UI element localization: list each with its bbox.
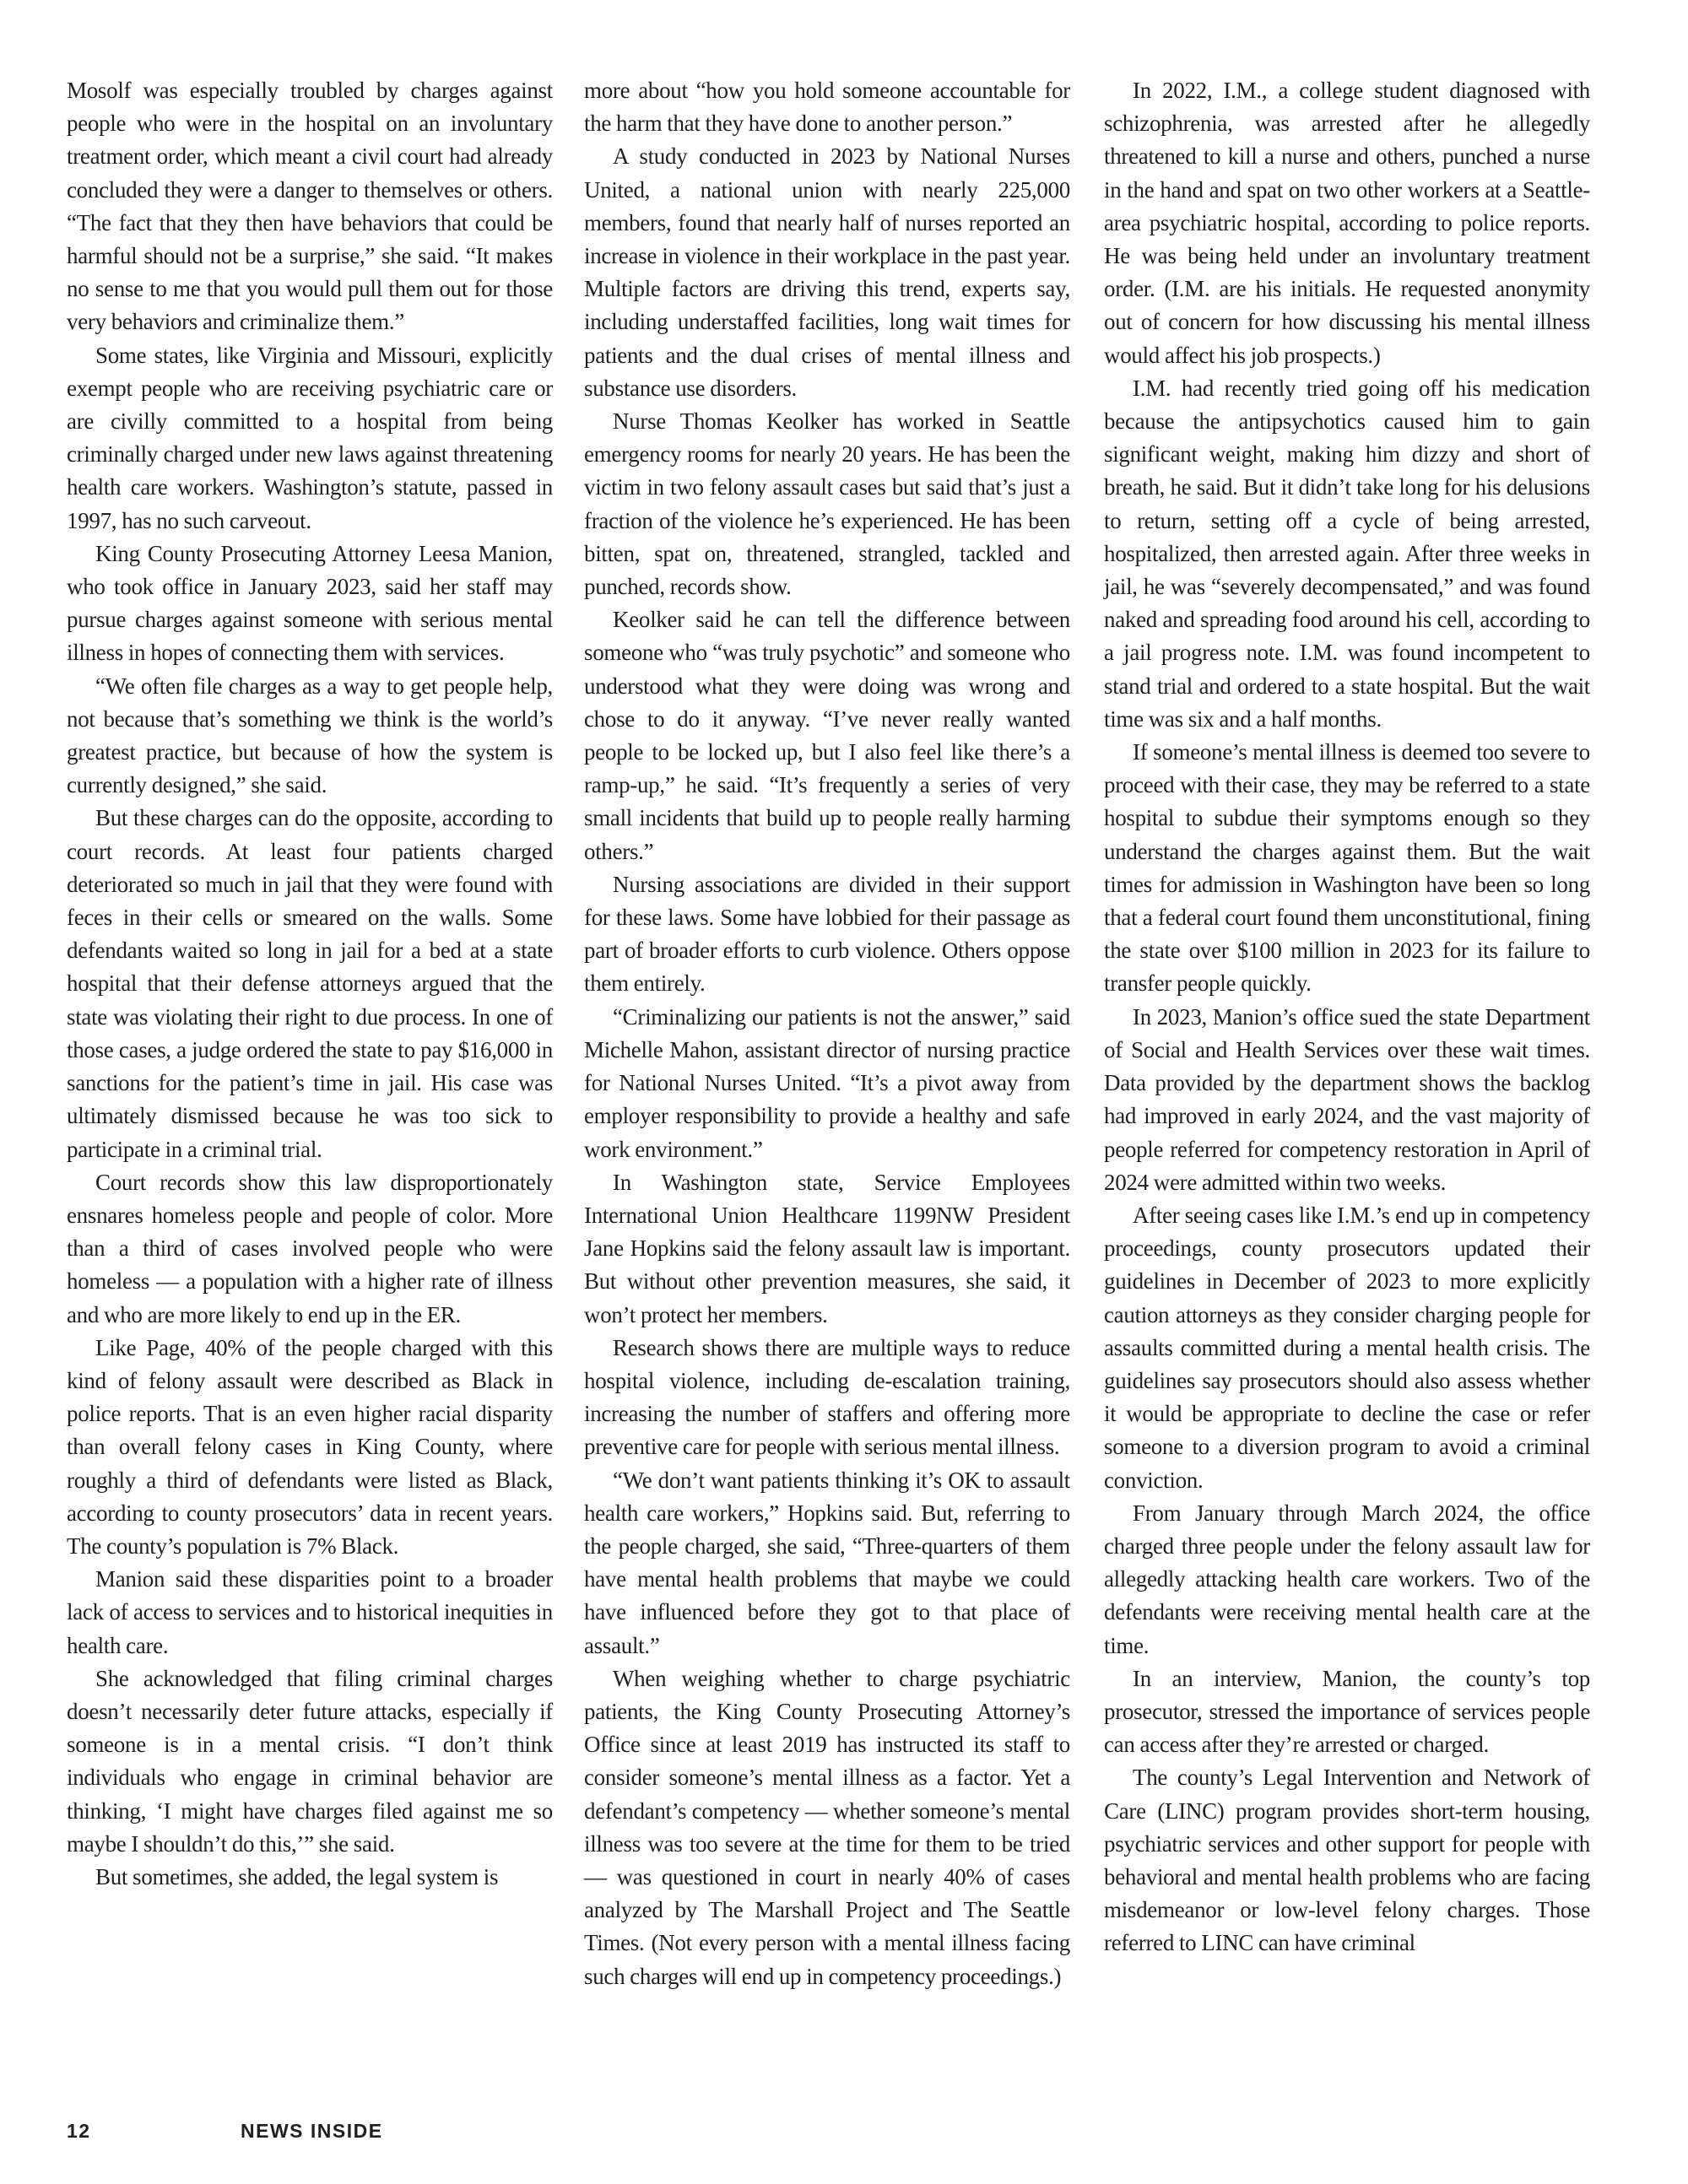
paragraph: more about “how you hold someone accountable for the harm that they have done to another person.” [584, 78, 1070, 137]
page-number: 12 [67, 2120, 91, 2142]
paragraph: Court records show this law disproportionately ensnares homeless people and people of color. More than a third of cases involved people who were homeless — a population with a higher rate of illness and who are more likely to end up in the ER. [67, 1169, 553, 1327]
paragraph: Manion said these disparities point to a broader lack of access to services and to historical inequities in health care. [67, 1566, 553, 1658]
paragraph: After seeing cases like I.M.’s end up in competency proceedings, county prosecutors updated their guidelines in December of 2023 to more explicitly caution attorneys as they consider charging people for assaults committed during a mental health crisis. The guidelines say prosecutors should also assess whether it would be appropriate to decline the case or refer someone to a diversion program to avoid a criminal conviction. [1104, 1202, 1590, 1493]
paragraph: Keolker said he can tell the difference between someone who “was truly psychotic” and someone who understood what they were doing was wrong and chose to do it anyway. “I’ve never really wanted people to be locked up, but I also feel like there’s a ramp-up,” he said. “It’s frequently a series of very small incidents that build up to people really harming others.” [584, 607, 1070, 864]
paragraph: “We often file charges as a way to get people help, not because that’s something we think is the world’s greatest practice, but because of how the system is currently designed,” she said. [67, 673, 553, 798]
text-column-3 [1104, 74, 1590, 1960]
section-name: NEWS INSIDE [241, 2120, 383, 2142]
paragraph: Some states, like Virginia and Missouri, explicitly exempt people who are receiving psychiatric care or are civilly committed to a hospital from being criminally charged under new laws against threatening health care workers. Washington’s statute, passed in 1997, has no such carveout. [67, 342, 553, 533]
paragraph: But sometimes, she added, the legal system is [95, 1863, 499, 1889]
paragraph: But these charges can do the opposite, according to court records. At least four patients charged deteriorated so much in jail that they were found with feces in their cells or smeared on the walls. Some defendants waited so long in jail for a bed at a state hospital that their defense attorneys argued that the state was violating their right to due process. In one of those cases, a judge ordered the state to pay $16,000 in sanctions for the patient’s time in jail. His case was ultimately dismissed because he was too sick to participate in a criminal trial. [67, 805, 553, 1162]
paragraph: Mosolf was especially troubled by charges against people who were in the hospital on an involuntary treatment order, which meant a civil court had already concluded they were a danger to themselves or others. “The fact that they then have behaviors that could be harmful should not be a surprise,” she said. “It makes no sense to me that you would pull them out for those very behaviors and criminalize them.” [67, 78, 553, 335]
paragraph: “We don’t want patients thinking it’s OK to assault health care workers,” Hopkins said. But, referring to the people charged, she said, “Three-quarters of them have mental health problems that maybe we could have influenced before they got to that place of assault.” [584, 1467, 1070, 1658]
paragraph: In 2022, I.M., a college student diagnosed with schizophrenia, was arrested after he allegedly threatened to kill a nurse and others, punched a nurse in the hand and spat on two other workers at a Seattle-area psychiatric hospital, according to police reports. He was being held under an involuntary treatment order. (I.M. are his initials. He requested anonymity out of concern for how discussing his mental illness would affect his job prospects.) [1104, 78, 1590, 368]
paragraph: The county’s Legal Intervention and Network of Care (LINC) program provides short-term housing, psychiatric services and other support for people with behavioral and mental health problems who are facing misdemeanor or low-level felony charges. Those referred to LINC can have criminal [1104, 1765, 1590, 1956]
paragraph: If someone’s mental illness is deemed too severe to proceed with their case, they may be referred to a state hospital to subdue their symptoms enough so they understand the charges against them. But the wait times for admission in Washington have been so long that a federal court found them unconstitutional, fining the state over $100 million in 2023 for its failure to transfer people quickly. [1104, 739, 1590, 997]
paragraph: King County Prosecuting Attorney Leesa Manion, who took office in January 2023, said her staff may pursue charges against someone with serious mental illness in hopes of connecting them with services. [67, 540, 553, 666]
text-column-2 [584, 74, 1070, 1993]
paragraph: Nursing associations are divided in their support for these laws. Some have lobbied for their passage as part of broader efforts to curb violence. Others oppose them entirely. [584, 871, 1070, 997]
paragraph: Nurse Thomas Keolker has worked in Seattle emergency rooms for nearly 20 years. He has been the victim in two felony assault cases but said that’s just a fraction of the violence he’s experienced. He has been bitten, spat on, threatened, strangled, tackled and punched, records show. [584, 408, 1070, 600]
paragraph: I.M. had recently tried going off his medication because the antipsychotics caused him to gain significant weight, making him dizzy and short of breath, he said. But it didn’t take long for his delusions to return, setting off a cycle of being arrested, hospitalized, then arrested again. After three weeks in jail, he was “severely decompensated,” and was found naked and spreading food around his cell, according to a jail progress note. I.M. was found incompetent to stand trial and ordered to a state hospital. But the wait time was six and a half months. [1104, 375, 1590, 732]
paragraph: In Washington state, Service Employees International Union Healthcare 1199NW President Jane Hopkins said the felony assault law is important. But without other prevention measures, she said, it won’t protect her members. [584, 1169, 1070, 1327]
page-footer [67, 2120, 826, 2154]
paragraph: In 2023, Manion’s office sued the state Department of Social and Health Services over these wait times. Data provided by the department shows the backlog had improved in early 2024, and the vast majority of people referred for competency restoration in April of 2024 were admitted within two weeks. [1104, 1003, 1590, 1195]
paragraph: A study conducted in 2023 by National Nurses United, a national union with nearly 225,000 members, found that nearly half of nurses reported an increase in violence in their workplace in the past year. Multiple factors are driving this trend, experts say, including understaffed facilities, long wait times for patients and the dual crises of mental illness and substance use disorders. [584, 143, 1070, 401]
text-column-1 [67, 74, 553, 1894]
paragraph: Like Page, 40% of the people charged with this kind of felony assault were described as Black in police reports. That is an even higher racial disparity than overall felony cases in King County, where roughly a third of defendants were listed as Black, according to county prosecutors’ data in recent years. The county’s population is 7% Black. [67, 1334, 553, 1559]
paragraph: In an interview, Manion, the county’s top prosecutor, stressed the importance of services people can access after they’re arrested or charged. [1104, 1665, 1590, 1758]
paragraph: When weighing whether to charge psychiatric patients, the King County Prosecuting Attorney’s Office since at least 2019 has instructed its staff to consider someone’s mental illness as a factor. Yet a defendant’s competency — whether someone’s mental illness was too severe at the time for them to be tried — was questioned in court in nearly 40% of cases analyzed by The Marshall Project and The Seattle Times. (Not every person with a mental illness facing such charges will end up in competency proceedings.) [584, 1665, 1070, 1989]
paragraph: Research shows there are multiple ways to reduce hospital violence, including de-escalation training, increasing the number of staffers and offering more preventive care for people with serious mental illness. [584, 1334, 1070, 1460]
paragraph: She acknowledged that filing criminal charges doesn’t necessarily deter future attacks, especially if someone is in a mental crisis. “I don’t think individuals who engage in criminal behavior are thinking, ‘I might have charges filed against me so maybe I shouldn’t do this,’” she said. [67, 1665, 553, 1857]
paragraph: From January through March 2024, the office charged three people under the felony assault law for allegedly attacking health care workers. Two of the defendants were receiving mental health care at the time. [1104, 1500, 1590, 1658]
paragraph: “Criminalizing our patients is not the answer,” said Michelle Mahon, assistant director of nursing practice for National Nurses United. “It’s a pivot away from employer responsibility to provide a healthy and safe work environment.” [584, 1003, 1070, 1162]
